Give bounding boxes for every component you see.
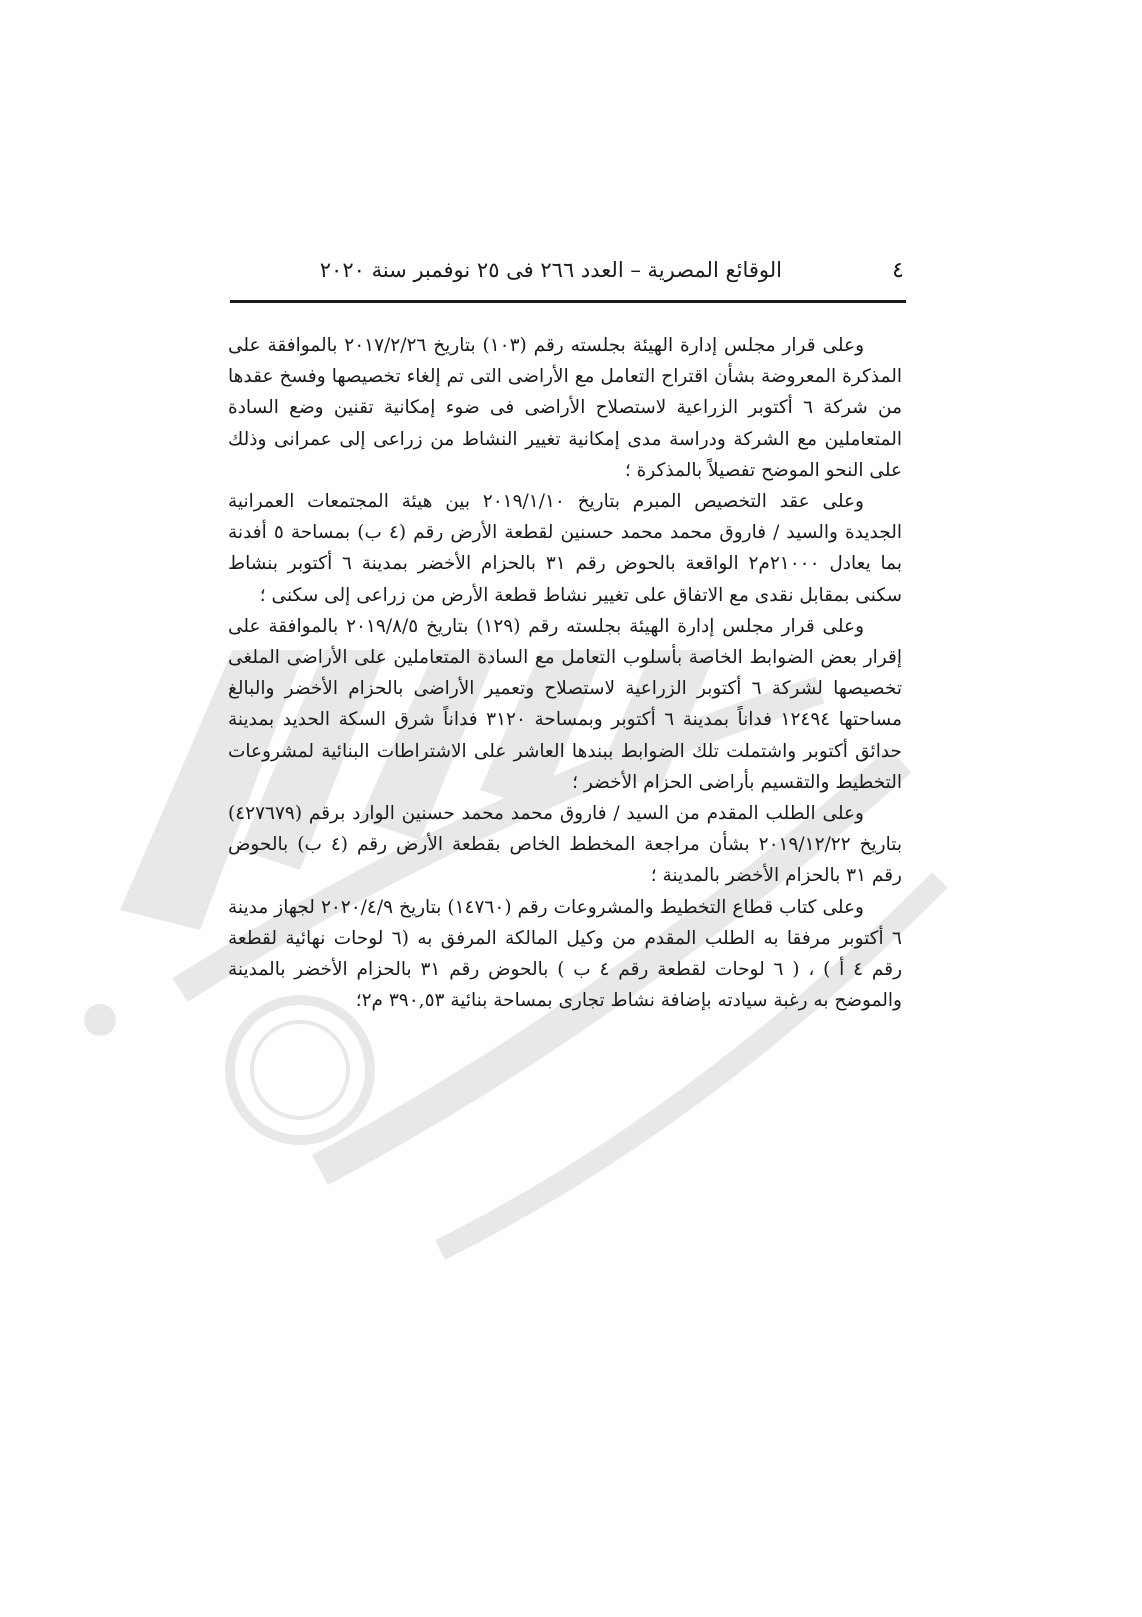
document-body	[228, 330, 902, 1016]
page-header	[232, 258, 904, 294]
paragraph: وعلى الطلب المقدم من السيد / فاروق محمد محمد حسنين الوارد برقم (٤٢٧٦٧٩) بتاريخ ٢٠١٩/١٢/٢٢ بشأن مراجعة المخطط الخاص بقطعة الأرض رقم (٤ ب) بالحوض رقم ٣١ بالحزام الأخضر بالمدينة ؛	[228, 803, 902, 887]
paragraph: وعلى كتاب قطاع التخطيط والمشروعات رقم (١٤٧٦٠) بتاريخ ٢٠٢٠/٤/٩ لجهاز مدينة ٦ أكتوبر مرفقا به الطلب المقدم من وكيل المالكة المرفق به (٦ لوحات نهائية لقطعة رقم ٤ أ ) ، ( ٦ لوحات لقطعة رقم ٤ ب ) بالحوض رقم ٣١ بالحزام الأخضر بالمدينة والموضح به رغبة سيادته بإضافة نشاط تجارى بمساحة بنائية ٣٩٠,٥٣ م٢؛	[228, 896, 903, 1012]
paragraph: وعلى عقد التخصيص المبرم بتاريخ ٢٠١٩/١/١٠ بين هيئة المجتمعات العمرانية الجديدة والسيد / فاروق محمد محمد حسنين لقطعة الأرض رقم (٤ ب) بمساحة ٥ أفدنة بما يعادل ٢١٠٠٠م٢ الواقعة بالحوض رقم ٣١ بالحزام الأخضر بمدينة ٦ أكتوبر بنشاط سكنى بمقابل نقدى مع الاتفاق على تغيير نشاط قطعة الأرض من زراعى إلى سكنى ؛	[228, 491, 902, 606]
header-divider	[230, 300, 906, 303]
paragraph: وعلى قرار مجلس إدارة الهيئة بجلسته رقم (١٠٣) بتاريخ ٢٠١٧/٢/٢٦ بالموافقة على المذكرة المعروضة بشأن اقتراح التعامل مع الأراضى التى تم إلغاء تخصيصها وفسخ عقدها من شركة ٦ أكتوبر الزراعية لاستصلاح الأراضى فى ضوء إمكانية تقنين وضع السادة المتعاملين مع الشركة ودراسة مدى إمكانية تغيير النشاط من زراعى إلى عمرانى وذلك على النحو الموضح تفصيلاً بالمذكرة ؛	[228, 335, 902, 481]
gazette-title: الوقائع المصرية – العدد ٢٦٦ فى ٢٥ نوفمبر سنة ٢٠٢٠	[319, 258, 782, 282]
paragraph: وعلى قرار مجلس إدارة الهيئة بجلسته رقم (١٢٩) بتاريخ ٢٠١٩/٨/٥ بالموافقة على إقرار بعض الضوابط الخاصة بأسلوب التعامل مع السادة المتعاملين على الأراضى الملغى تخصيصها لشركة ٦ أكتوبر الزراعية لاستصلاح وتعمير الأراضى بالحزام الأخضر والبالغ مساحتها ١٢٤٩٤ فداناً بمدينة ٦ أكتوبر وبمساحة ٣١٢٠ فداناً شرق السكة الحديد بمدينة حدائق أكتوبر واشتملت تلك الضوابط ببندها العاشر على الاشتراطات البنائية لمشروعات التخطيط والتقسيم بأراضى الحزام الأخضر ؛	[228, 615, 903, 793]
page-number: ٤	[892, 258, 904, 283]
